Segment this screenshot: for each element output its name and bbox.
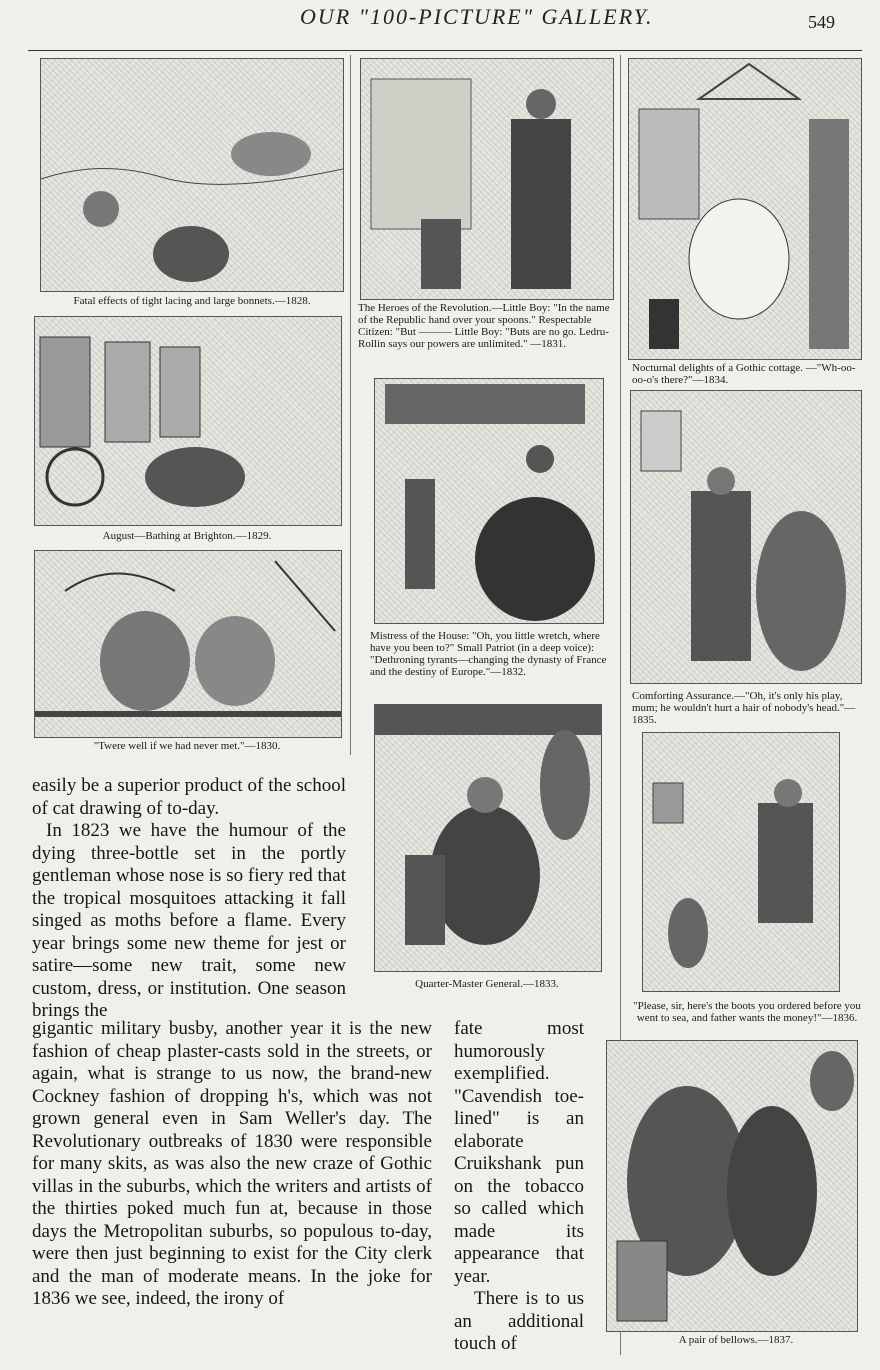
paragraph-1823: In 1823 we have the humour of the dying three-bottle set in the portly gentleman whose nose is so fiery red that the tropical mosquitoes attacking it fall singed as moths before a flame. Every year brings some new theme for jest or satire—some new trait, some new custom, dress, or institution. One season brings the (32, 820, 346, 1021)
illustration-tight-lacing (40, 58, 344, 292)
paragraph-continuation: gigantic military busby, another year it is the new fashion of cheap plaster-casts sold in the streets, or again, what is strange to us now, the brand-new Cockney fashion of dropping h's, which was not grown general even in Sam Weller's day. The Revolutionary outbreaks of 1830 were responsible for many skits, as was also the new craze of Gothic villas in the suburbs, which the writers and artists of the thirties poked much fun at, because in those days the Metropolitan suburbs, so populous to-day, were then just beginning to exist for the City clerk and the man of moderate means. In the joke for 1836 we see, indeed, the irony of (32, 1018, 432, 1309)
caption-mistress-house: Mistress of the House: "Oh, you little wretch, where have you been to?" Small Patriot (in a deep voice): "Dethroning tyrants—changing the dynasty of France and the destiny of Europe."—1832. (370, 630, 607, 678)
caption-comforting-assurance: Comforting Assurance.—"Oh, it's only his play, mum; he wouldn't hurt a hair of nobody's head."—1835. (632, 690, 856, 726)
illustration-comforting-assurance (630, 390, 862, 684)
body-column-narrow (454, 1018, 584, 1356)
illustration-heroes-revolution (360, 58, 614, 300)
illustration-bathing-brighton (34, 316, 342, 526)
caption-heroes-revolution: The Heroes of the Revolution.—Little Boy: "In the name of the Republic hand over your spoons." Respectable Citizen: "But ——— Little Boy: "Buts are no go. Ledru-Rollin says our powers are unlimited." —1831. (358, 302, 610, 350)
body-column-left-upper (32, 775, 346, 1023)
illustration-mistress-house (374, 378, 604, 624)
body-column-left-lower (32, 1018, 432, 1311)
illustration-never-met (34, 550, 342, 738)
caption-boots-money: "Please, sir, here's the boots you ordered before you went to sea, and father wants the money!"—1836. (633, 1000, 861, 1024)
column-divider-1 (350, 55, 351, 755)
header-rule (28, 50, 862, 51)
caption-never-met: "Twere well if we had never met."—1830. (93, 740, 281, 752)
caption-tight-lacing: Fatal effects of tight lacing and large bonnets.—1828. (73, 295, 311, 307)
illustration-boots-money (642, 732, 840, 992)
page-number: 549 (808, 12, 835, 32)
illustration-pair-of-bellows (606, 1040, 858, 1332)
paragraph-cat-drawing: easily be a superior product of the school of cat drawing of to-day. (32, 775, 346, 819)
caption-pair-of-bellows: A pair of bellows.—1837. (678, 1334, 794, 1346)
illustration-quarter-master (374, 704, 602, 972)
illustration-gothic-cottage (628, 58, 862, 360)
caption-quarter-master: Quarter-Master General.—1833. (415, 978, 559, 990)
paragraph-additional-touch: There is to us an additional touch of (454, 1288, 584, 1354)
caption-bathing-brighton: August—Bathing at Brighton.—1829. (102, 530, 272, 542)
caption-gothic-cottage: Nocturnal delights of a Gothic cottage. —"Wh-oo-oo-o's there?"—1834. (632, 362, 856, 386)
running-title: OUR "100-PICTURE" GALLERY. (300, 4, 654, 29)
paragraph-cavendish: fate most humorously exemplified. "Cavendish toe-lined" is an elaborate Cruikshank pun on the tobacco so called which made its appearance that year. (454, 1018, 584, 1287)
